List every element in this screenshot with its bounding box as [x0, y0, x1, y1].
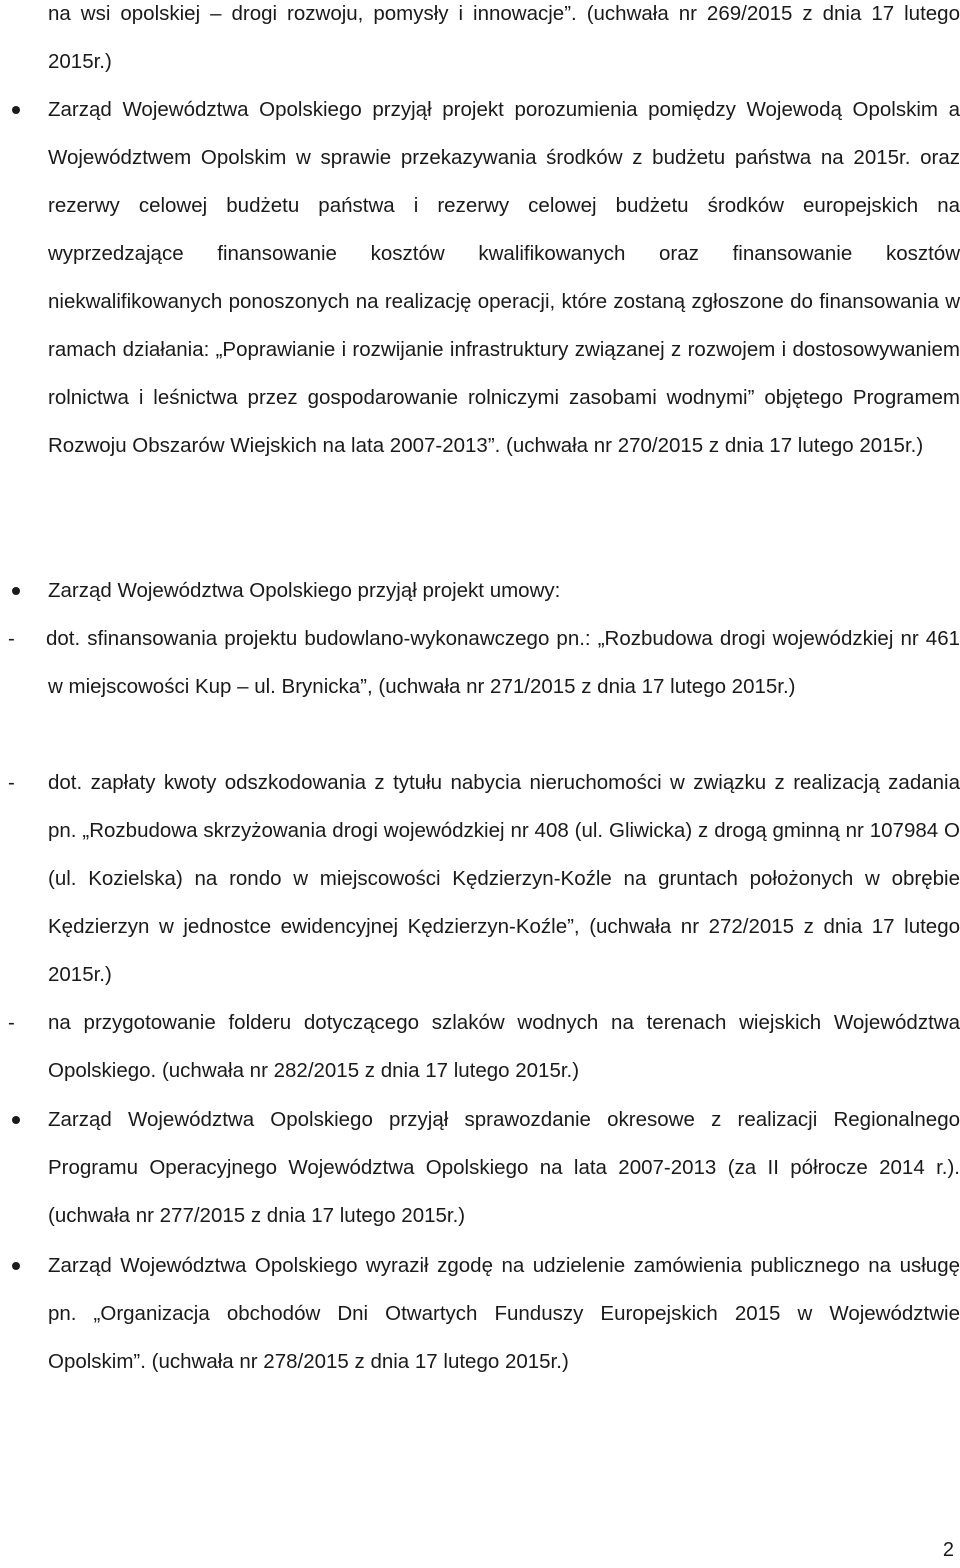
- page-number: 2: [942, 1539, 954, 1561]
- dash-marker: -: [8, 771, 15, 794]
- bullet-paragraph-umowy: Zarząd Województwa Opolskiego przyjął projekt umowy:: [48, 579, 561, 602]
- dash-marker: -: [8, 1011, 15, 1034]
- bullet-paragraph-zamowienie: Zarząd Województwa Opolskiego wyraził zgodę na udzielenie zamówienia publicznego na usługę pn. „Organizacja obchodów Dni Otwartych Funduszy Europejskich 2015 w Województwie Opolskim”. (uchwała nr 278/2015 z dnia 17 lutego 2015r.): [48, 1254, 960, 1373]
- bullet-marker: [12, 587, 20, 595]
- dash-item-sfinansowanie: dot. sfinansowania projektu budowlano-wykonawczego pn.: „Rozbudowa drogi wojewódzkiej nr 461 w miejscowości Kup – ul. Brynicka”, (uchwała nr 271/2015 z dnia 17 lutego 2015r.): [46, 627, 960, 698]
- dash-item-folder: na przygotowanie folderu dotyczącego szlaków wodnych na terenach wiejskich Województwa Opolskiego. (uchwała nr 282/2015 z dnia 17 lutego 2015r.): [48, 1011, 960, 1082]
- bullet-marker: [12, 1262, 20, 1270]
- bullet-marker: [12, 1116, 20, 1124]
- continuation-paragraph: na wsi opolskiej – drogi rozwoju, pomysły i innowacje”. (uchwała nr 269/2015 z dnia 17 lutego 2015r.): [48, 2, 960, 73]
- bullet-paragraph-sprawozdanie: Zarząd Województwa Opolskiego przyjął sprawozdanie okresowe z realizacji Regionalnego Programu Operacyjnego Województwa Opolskiego na lata 2007-2013 (za II półrocze 2014 r.). (uchwała nr 277/2015 z dnia 17 lutego 2015r.): [48, 1108, 960, 1227]
- dash-marker: -: [8, 627, 15, 650]
- dash-item-odszkodowanie: dot. zapłaty kwoty odszkodowania z tytułu nabycia nieruchomości w związku z realizacją zadania pn. „Rozbudowa skrzyżowania drogi wojewódzkiej nr 408 (ul. Gliwicka) z drogą gminną nr 107984 O (ul. Kozielska) na rondo w miejscowości Kędzierzyn-Koźle na gruntach położonych w obrębie Kędzierzyn w jednostce ewidencyjnej Kędzierzyn-Koźle”, (uchwała nr 272/2015 z dnia 17 lutego 2015r.): [48, 771, 960, 986]
- bullet-paragraph-porozumienie: Zarząd Województwa Opolskiego przyjął projekt porozumienia pomiędzy Wojewodą Opolskim a Województwem Opolskim w sprawie przekazywania środków z budżetu państwa na 2015r. oraz rezerwy celowej budżetu państwa i rezerwy celowej budżetu środków europejskich na wyprzedzające finansowanie kosztów kwalifikowanych oraz finansowanie kosztów niekwalifikowanych ponoszonych na realizację operacji, które zostaną zgłoszone do finansowania w ramach działania: „Poprawianie i rozwijanie infrastruktury związanej z rozwojem i dostosowywaniem rolnictwa i leśnictwa przez gospodarowanie rolniczymi zasobami wodnymi” objętego Programem Rozwoju Obszarów Wiejskich na lata 2007-2013”. (uchwała nr 270/2015 z dnia 17 lutego 2015r.): [48, 98, 960, 457]
- bullet-marker: [12, 106, 20, 114]
